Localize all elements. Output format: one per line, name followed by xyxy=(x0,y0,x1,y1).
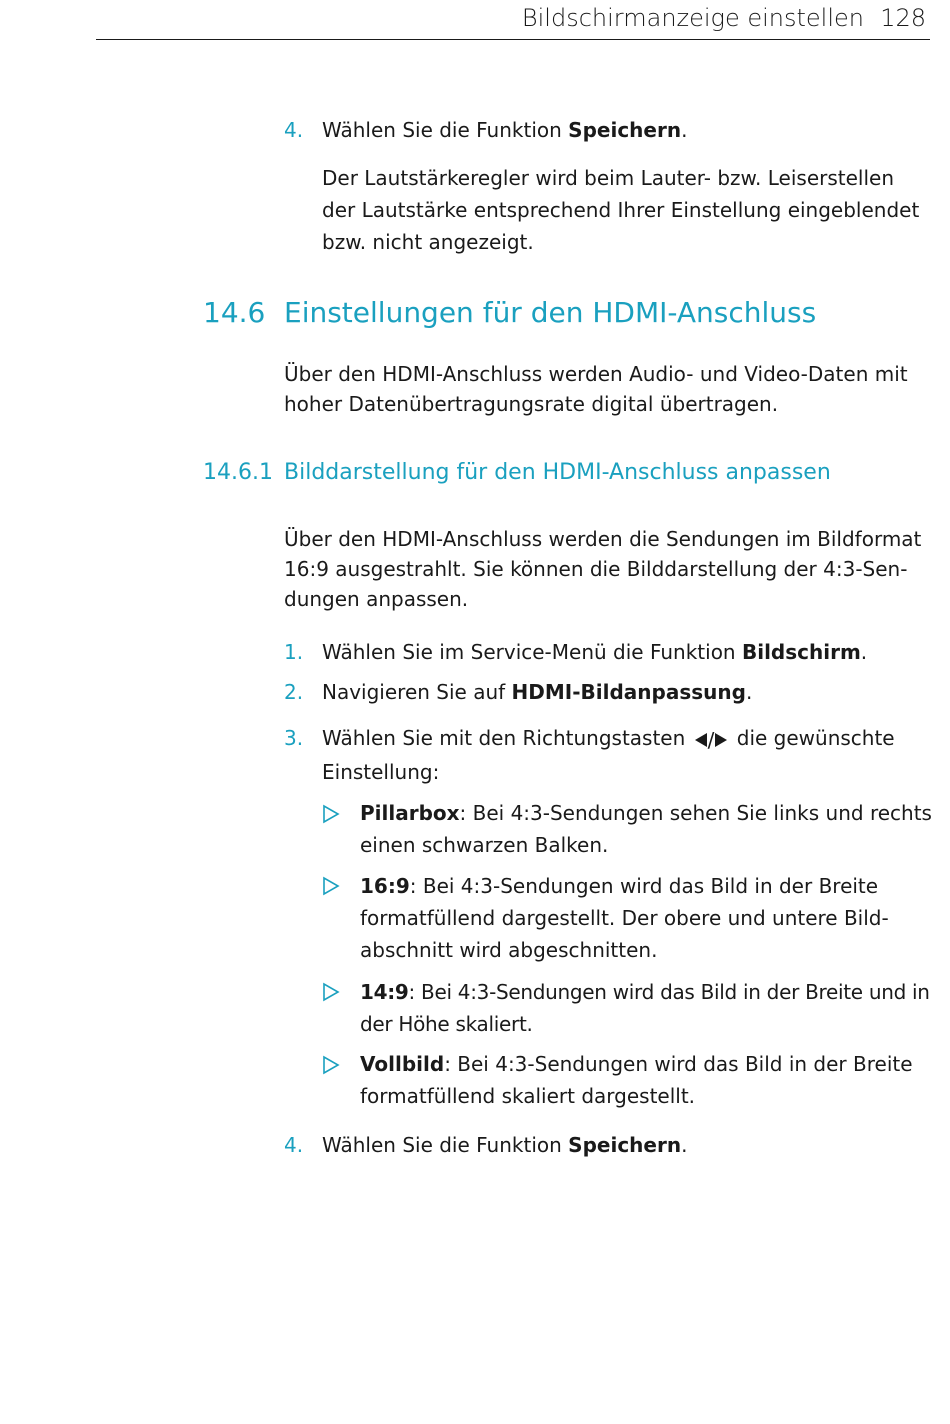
triangle-outline-right-icon xyxy=(322,876,340,896)
step-number: 3. xyxy=(284,726,304,750)
header-title: Bildschirmanzeige einstellen xyxy=(521,4,864,32)
step-note: Der Lautstärkeregler wird beim Lauter- bzw. Leiserstellen der Lautstärke entsprechend Ihrer Einstellung eingeblendet bzw. nicht angezeigt. xyxy=(322,166,920,254)
step-number: 4. xyxy=(284,118,304,142)
subsection-intro: Über den HDMI-Anschluss werden die Sendungen im Bildformat 16:9 ausgestrahlt. Sie können die Bilddarstellung der 4:3-Sen- dungen anpassen. xyxy=(284,527,922,611)
triangle-outline-right-icon xyxy=(322,1055,340,1075)
subsection-number: 14.6.1 xyxy=(203,460,273,485)
section-title: Einstellungen für den HDMI-Anschluss xyxy=(284,296,817,329)
step-text: Wählen Sie im Service-Menü die Funktion Bildschirm. xyxy=(322,640,868,664)
option-item: 14:9: Bei 4:3-Sendungen wird das Bild in der Breite und in der Höhe skaliert. xyxy=(360,980,930,1036)
subsection-title: Bilddarstellung für den HDMI-Anschluss anpassen xyxy=(284,460,831,485)
triangle-outline-right-icon xyxy=(322,982,340,1002)
direction-keys: / xyxy=(694,724,729,756)
step-number: 2. xyxy=(284,680,304,704)
section-number: 14.6 xyxy=(203,296,266,329)
arrow-right-solid-icon xyxy=(714,733,728,747)
triangle-outline-right-icon xyxy=(322,804,340,824)
option-item: 16:9: Bei 4:3-Sendungen wird das Bild in der Breite formatfüllend dargestellt. Der obere und untere Bild- abschnitt wird abgeschnitten. xyxy=(360,874,889,962)
step-text: Wählen Sie die Funktion Speichern. xyxy=(322,118,688,142)
step-text: Wählen Sie mit den Richtungstasten / die gewünschte Einstellung: xyxy=(322,726,895,784)
step-text: Wählen Sie die Funktion Speichern. xyxy=(322,1133,688,1157)
step-number: 4. xyxy=(284,1133,304,1157)
option-item: Vollbild: Bei 4:3-Sendungen wird das Bild in der Breite formatfüllend skaliert dargestellt. xyxy=(360,1052,913,1108)
step-number: 1. xyxy=(284,640,304,664)
page-header xyxy=(96,0,930,40)
page-number: 128 xyxy=(880,4,926,32)
option-item: Pillarbox: Bei 4:3-Sendungen sehen Sie links und rechts einen schwarzen Balken. xyxy=(360,801,932,857)
step-text: Navigieren Sie auf HDMI-Bildanpassung. xyxy=(322,680,753,704)
arrow-left-solid-icon xyxy=(694,733,708,747)
section-intro: Über den HDMI-Anschluss werden Audio- und Video-Daten mit hoher Datenübertragungsrate digital übertragen. xyxy=(284,362,908,416)
